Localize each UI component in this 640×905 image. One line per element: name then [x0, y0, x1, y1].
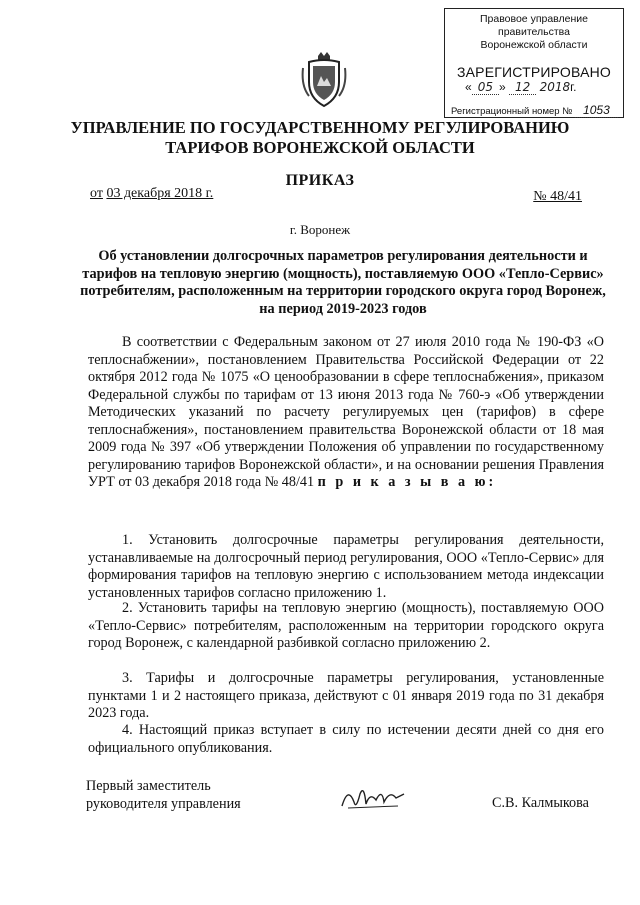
organization-name-line2: ТАРИФОВ ВОРОНЕЖСКОЙ ОБЛАСТИ — [165, 138, 475, 157]
order-subject: Об установлении долгосрочных параметров регулирования деятельности и тарифов на тепловую энергию (мощность), поставляемую ООО «Тепло-Сервис» потребителям, расположенным на территории городского округа город Воронеж, на период 2019-2023 годов — [80, 248, 606, 317]
preamble-text: В соответствии с Федеральным законом от 27 июля 2010 года № 190-ФЗ «О теплоснабжении», постановлением Правительства Российской Федерации от 22 октября 2012 года № 1075 «О ценообразовании в сфере теплоснабжения», приказом Федеральной службы по тарифам от 13 июня 2013 года № 760-э «Об утверждении Методических указаний по расчету регулируемых цен (тарифов) в сфере теплоснабжения», постановлением правительства Воронежской области от 18 мая 2009 года № 397 «Об утверждении Положения об управлении по государственному регулированию тарифов Воронежской области», и на основании решения Правления УРТ от 03 декабря 2018 года № 48/41 — [88, 334, 604, 490]
handwritten-signature — [338, 780, 408, 816]
order-number: № 48/41 — [533, 189, 582, 204]
organization-name-line1: УПРАВЛЕНИЕ ПО ГОСУДАРСТВЕННОМУ РЕГУЛИРОВАНИЮ — [70, 118, 570, 137]
signatory-position-line2: руководителя управления — [86, 796, 241, 812]
signatory-name: С.В. Калмыкова — [492, 795, 589, 811]
order-item-1: 1. Установить долгосрочные параметры регулирования деятельности, устанавливаемые на долгосрочный период регулирования, ООО «Тепло-Сервис» для формирования тарифов на тепловую энергию с использованием метода индексации установленных тарифов согласно приложению 1. — [88, 532, 604, 601]
stamp-registered-label: ЗАРЕГИСТРИРОВАНО — [456, 64, 612, 80]
stamp-reg-label: Регистрационный номер № — [451, 106, 573, 117]
stamp-date-suffix: г. — [570, 80, 577, 94]
order-item-3: 3. Тарифы и долгосрочные параметры регулирования, установленные пунктами 1 и 2 настоящего приказа, действуют с 01 января 2019 года по 31 декабря 2023 года. — [88, 670, 604, 721]
order-date — [90, 186, 213, 202]
stamp-reg-number — [451, 103, 618, 117]
stamp-reg-value: 1053 — [575, 103, 618, 118]
registration-stamp — [444, 8, 624, 118]
stamp-authority-line1: Правовое управление правительства — [479, 13, 588, 38]
stamp-date-month: 12 — [509, 80, 536, 95]
stamp-date-day: 05 — [472, 80, 499, 95]
stamp-authority-line2: Воронежской области — [480, 39, 588, 51]
order-item-4: 4. Настоящий приказ вступает в силу по истечении десяти дней со дня его официального опубликования. — [88, 722, 604, 756]
preamble — [88, 334, 604, 492]
document-type: ПРИКАЗ — [285, 172, 355, 189]
city: г. Воронеж — [289, 222, 351, 237]
signatory-position-line1: Первый заместитель — [86, 778, 211, 794]
signatory-position — [86, 777, 241, 813]
coat-of-arms-icon — [301, 52, 347, 108]
order-word: п р и к а з ы в а ю: — [317, 474, 497, 490]
order-item-2: 2. Установить тарифы на тепловую энергию (мощность), поставляемую ООО «Тепло-Сервис» потребителям, расположенным на территории городского округа город Воронеж, с календарной разбивкой согласно приложению 2. — [88, 600, 604, 651]
stamp-date: « 05 » 12 2018г. — [465, 80, 577, 94]
order-date-value: 03 декабря 2018 г. — [106, 186, 214, 201]
order-date-prefix: от — [90, 186, 103, 201]
stamp-date-year: 2018 — [539, 80, 571, 94]
